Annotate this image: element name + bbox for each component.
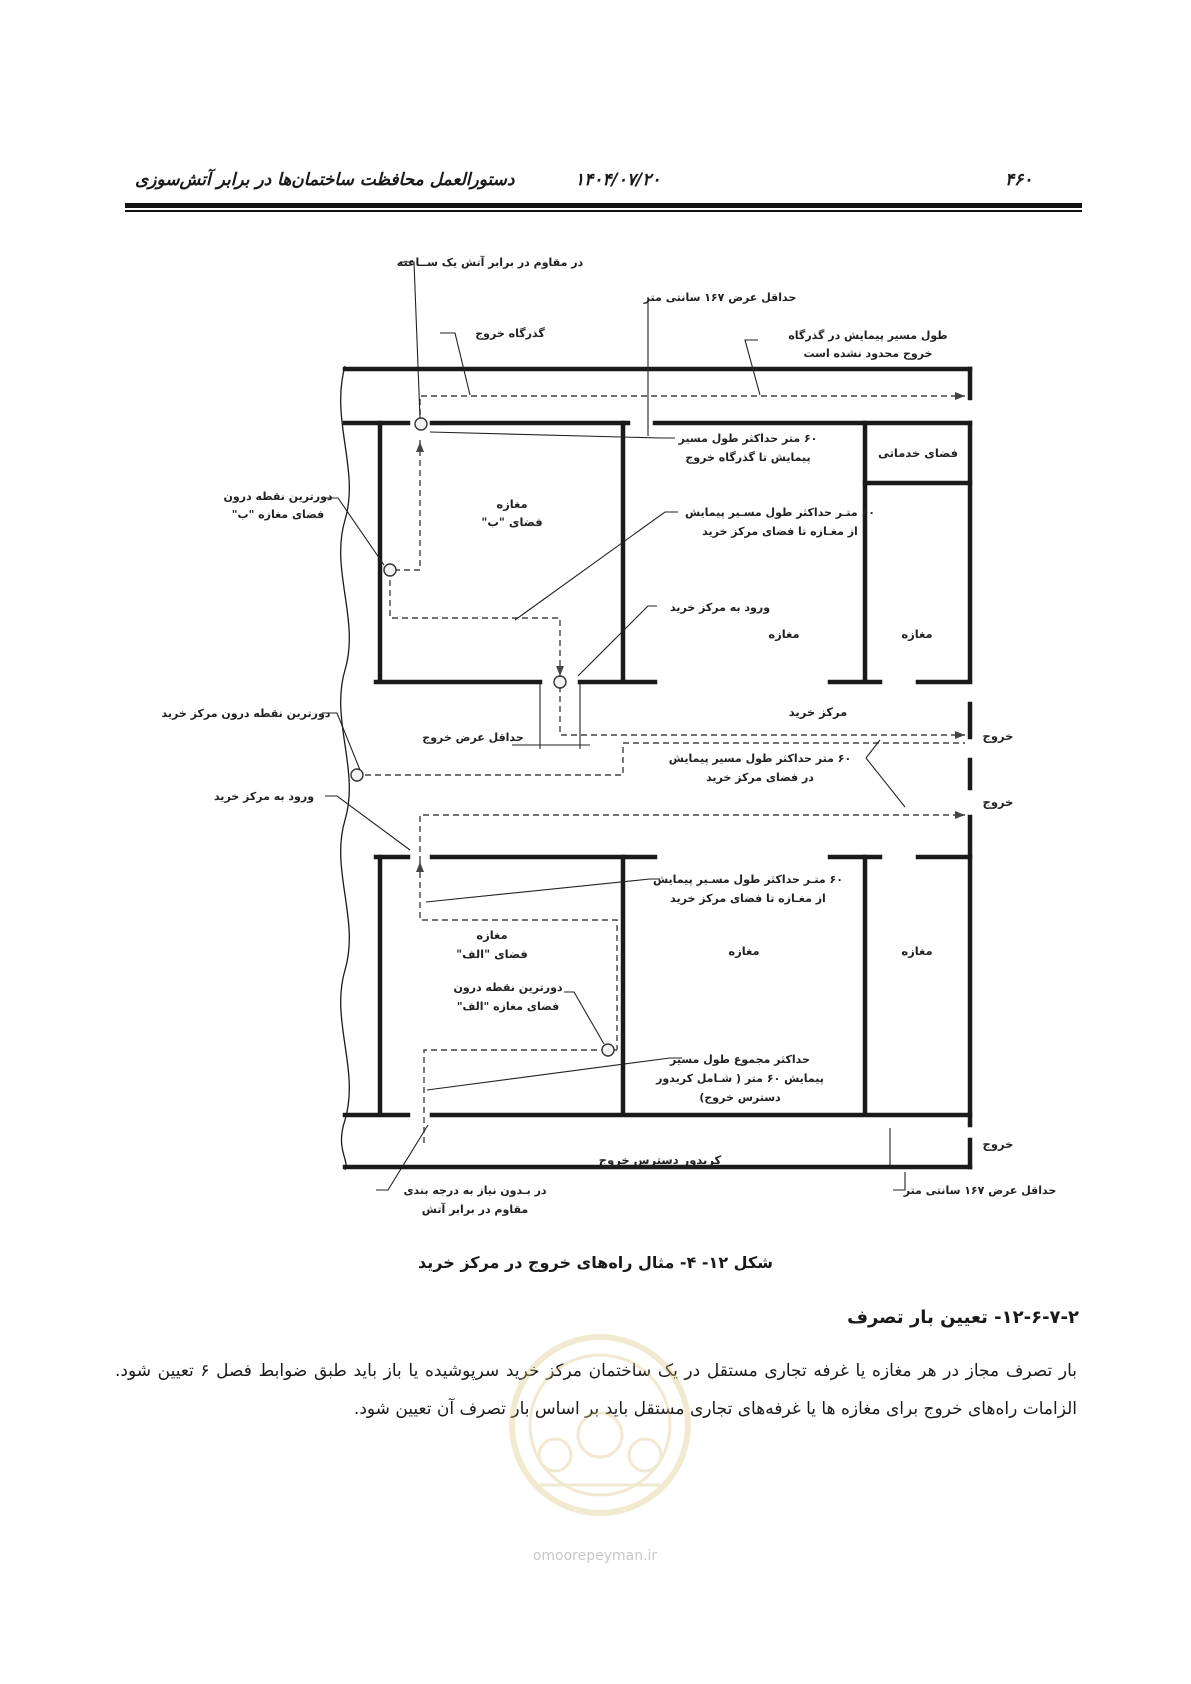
figure-caption: شکل ۱۲- ۴- مثال راه‌های خروج در مرکز خرید	[418, 1253, 773, 1272]
label-farthest-b-2: فضای مغازه "ب"	[231, 508, 325, 521]
watermark-url: omoorepeyman.ir	[532, 1548, 658, 1564]
label-min-width-top: حداقل عرض ۱۶۷ سانتی متر	[643, 291, 797, 304]
label-max60-shop-mall-2: از مغـازه تا فضای مرکز خرید	[702, 525, 858, 538]
label-min-width-bottom: حداقل عرض ۱۶۷ سانتی متر	[903, 1184, 1057, 1197]
label-exit-1: خروج	[982, 729, 1014, 743]
label-mall-entry-top: ورود به مرکز خرید	[669, 601, 771, 614]
label-farthest-b-1: دورترین نقطه درون	[223, 490, 333, 503]
label-one-hour-rated: در مقاوم در برابر آتش یک ســاعته	[396, 256, 584, 269]
label-max60-passage-1: ۶۰ متر حداکثر طول مسیر	[678, 432, 818, 445]
label-exit-passage: گذرگاه خروج	[475, 327, 545, 340]
label-shop-a-2: فضای "الف"	[456, 947, 528, 961]
page-number: ۴۶۰	[1005, 170, 1033, 190]
header-date: ۱۴۰۴/۰۷/۲۰	[575, 170, 661, 190]
label-service-space: فضای خدماتی	[877, 446, 959, 460]
label-shop-bottom-right: مغازه	[901, 944, 933, 958]
header-title: دستورالعمل محافظت ساختمان‌ها در برابر آتش‌سوزی	[135, 170, 515, 190]
label-max60-in-mall-1: ۶۰ متر حداکثر طول مسیر پیمایش	[668, 752, 852, 765]
label-exit-2: خروج	[982, 795, 1014, 809]
label-shop-b-1: مغازه	[496, 497, 528, 511]
label-max60-passage-2: پیمایش تا گذرگاه خروج	[685, 451, 811, 464]
label-total60-1: حداکثر مجموع طول مسیر	[670, 1053, 810, 1066]
label-max60-shop-mall-b1: ۶۰ متـر حداکثر طول مسـیر پیمایش	[653, 873, 843, 886]
label-shop-b-2: فضای "ب"	[481, 515, 543, 529]
label-shop-top-right: مغازه	[901, 627, 933, 641]
watermark-logo	[500, 1325, 700, 1535]
label-shop-bottom-mid: مغازه	[728, 944, 760, 958]
label-exit-access-corridor: کریدور دسترس خروج	[598, 1153, 722, 1167]
label-total60-2: پیمایش ۶۰ متر ( شـامل کریدور	[656, 1072, 824, 1085]
label-max60-shop-mall-b2: از مغـازه تا فضای مرکز خرید	[670, 892, 826, 905]
label-travel-unlimited-2: خروج محدود نشده است	[803, 347, 933, 360]
body-paragraph: بار تصرف مجاز در هر مغازه یا غرفه تجاری مستقل در یک ساختمان مرکز خرید سرپوشیده یا باز باید طبق ضوابط فصل ۶ تعیین شود. الزامات راه‌های خروج برای مغازه ها یا غرفه‌های تجاری مستقل باید بر اساس بار تصرف آن تعیین شود.	[115, 1361, 1077, 1419]
label-farthest-a-1: دورترین نقطه درون	[453, 981, 563, 994]
label-no-rating-1: در بـدون نیاز به درجه بندی	[403, 1184, 547, 1197]
label-exit-3: خروج	[982, 1137, 1014, 1151]
label-farthest-a-2: فضای مغازه "الف"	[456, 1000, 560, 1013]
label-total60-3: دسترس خروج)	[699, 1091, 781, 1104]
section-heading: ۱۲-۶-۷-۲- تعیین بار تصرف	[847, 1307, 1079, 1328]
label-shop-a-1: مغازه	[476, 928, 508, 942]
label-max60-in-mall-2: در فضای مرکز خرید	[706, 771, 814, 784]
label-max60-shop-mall-1: ۶۰ متـر حداکثر طول مسـیر پیمایش	[685, 506, 875, 519]
label-mall: مرکز خرید	[788, 705, 848, 719]
label-travel-unlimited-1: طول مسیر پیمایش در گذرگاه	[788, 329, 948, 342]
label-no-rating-2: مقاوم در برابر آتش	[421, 1203, 529, 1216]
label-farthest-mall: دورترین نقطه درون مرکز خرید	[161, 707, 331, 720]
label-shop-top-mid: مغازه	[768, 627, 800, 641]
label-mall-entry-left: ورود به مرکز خرید	[213, 790, 315, 803]
label-min-exit-width: حداقل عرض خروج	[422, 731, 524, 744]
